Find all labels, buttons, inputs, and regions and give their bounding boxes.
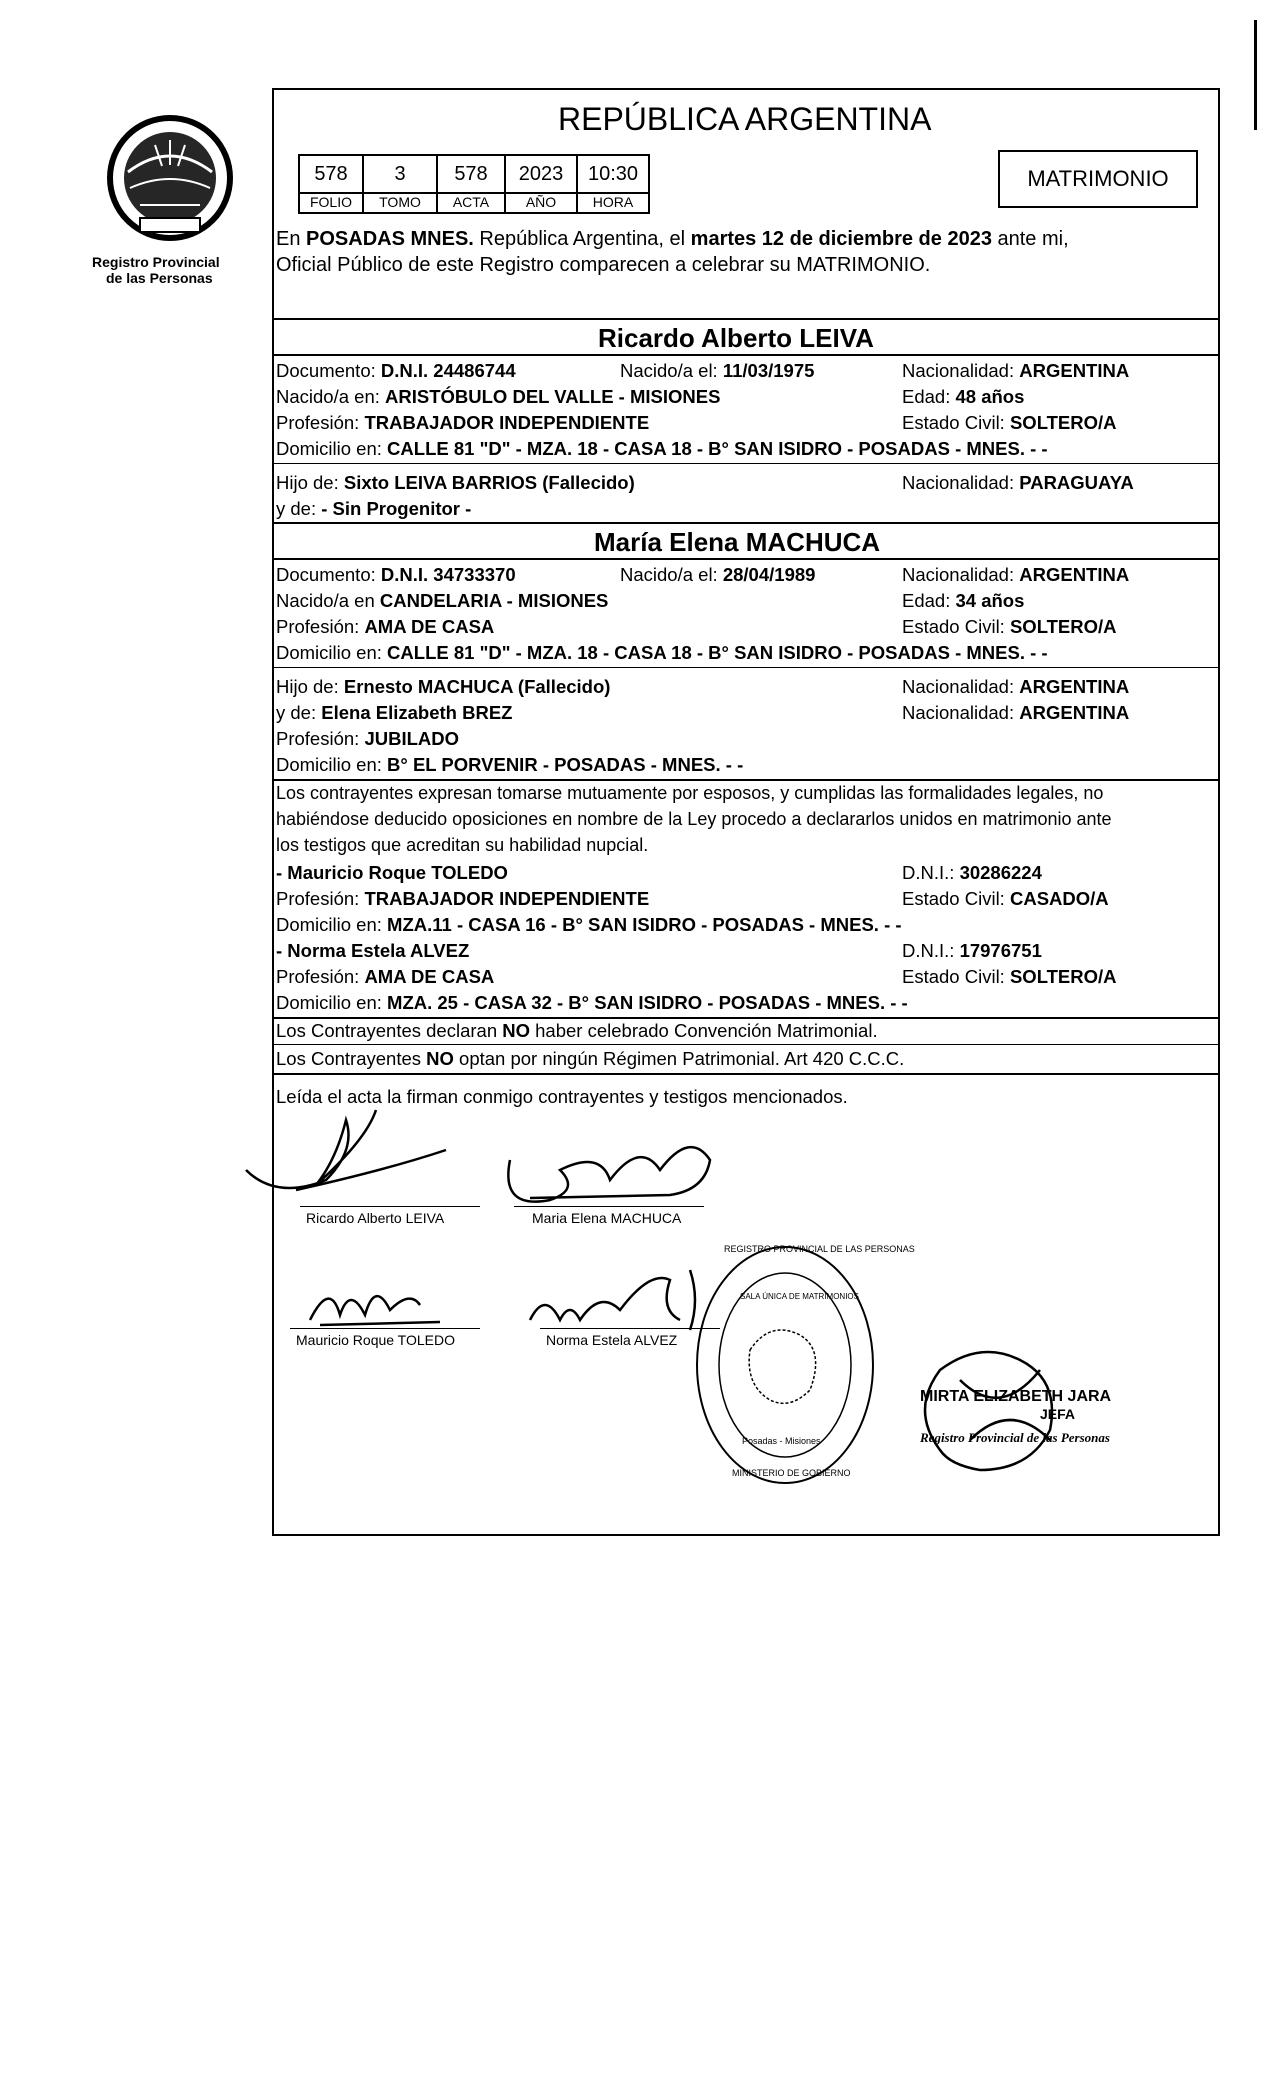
- spouse2-father-nat: Nacionalidad: ARGENTINA: [902, 676, 1130, 697]
- signature-name-4: Norma Estela ALVEZ: [546, 1332, 678, 1348]
- intro-place: POSADAS MNES.: [306, 228, 474, 250]
- cell-hora: [576, 154, 650, 214]
- spouse1-father: Hijo de: Sixto LEIVA BARRIOS (Fallecido): [276, 472, 635, 493]
- registry-logo: [100, 110, 240, 250]
- spouse1-civil: Estado Civil: SOLTERO/A: [902, 412, 1117, 433]
- official-org: Registro Provincial de las Personas: [920, 1430, 1110, 1445]
- stamp-city: Posadas - Misiones: [742, 1436, 821, 1446]
- spouse1-addr: Domicilio en: CALLE 81 "D" - MZA. 18 - CASA 18 - B° SAN ISIDRO - POSADAS - MNES. - -: [276, 438, 1048, 459]
- margin-mark: [1254, 20, 1257, 130]
- intro-line1: [276, 228, 1069, 250]
- spouse1-age: Edad: 48 años: [902, 386, 1025, 407]
- official-role: JEFA: [1040, 1406, 1076, 1422]
- acta-label: ACTA: [452, 194, 490, 210]
- stamp-text: REGISTRO PROVINCIAL DE LAS PERSONAS: [724, 1244, 915, 1254]
- witness1-prof: Profesión: TRABAJADOR INDEPENDIENTE: [276, 888, 650, 909]
- hora-label: HORA: [592, 194, 634, 210]
- provincial-seal-icon: [100, 110, 240, 250]
- official-stamp: [690, 1240, 915, 1490]
- intro-p3: ante mi,: [991, 228, 1069, 250]
- spouse2-addr: Domicilio en: CALLE 81 "D" - MZA. 18 - CASA 18 - B° SAN ISIDRO - POSADAS - MNES. - -: [276, 642, 1048, 663]
- spouse2-father: Hijo de: Ernesto MACHUCA (Fallecido): [276, 676, 611, 697]
- spouse1-mother: y de: - Sin Progenitor -: [276, 498, 472, 519]
- signature-spouse2-icon: [490, 1120, 730, 1220]
- spouse1-nat: Nacionalidad: ARGENTINA: [902, 360, 1130, 381]
- acta-value: 578: [438, 156, 504, 194]
- stamp-bottom: MINISTERIO DE GOBIERNO: [732, 1468, 851, 1478]
- doc-type-box: [998, 150, 1198, 208]
- tomo-label: TOMO: [379, 194, 421, 210]
- intro-p1: En: [276, 228, 307, 250]
- signature-spouse1-icon: [236, 1100, 476, 1210]
- signature-witness1-icon: [290, 1270, 470, 1340]
- spouse1-father-nat: Nacionalidad: PARAGUAYA: [902, 472, 1134, 493]
- declaration-line1: Los contrayentes expresan tomarse mutuamente por esposos, y cumplidas las formalidades legales, no: [276, 783, 1104, 803]
- divider-closing: [272, 1073, 1220, 1075]
- spouse2-civil: Estado Civil: SOLTERO/A: [902, 616, 1117, 637]
- spouse1-born-in: Nacido/a en: ARISTÓBULO DEL VALLE - MISIONES: [276, 386, 721, 407]
- cell-folio: [298, 154, 364, 214]
- spouse1-birth: Nacido/a el: 11/03/1975: [620, 360, 815, 381]
- witness1-addr: Domicilio en: MZA.11 - CASA 16 - B° SAN ISIDRO - POSADAS - MNES. - -: [276, 914, 902, 935]
- folio-label: FOLIO: [309, 194, 352, 210]
- regime-line1: Los Contrayentes declaran NO haber celebrado Convención Matrimonial.: [276, 1020, 878, 1041]
- country-title: REPÚBLICA ARGENTINA: [558, 101, 932, 137]
- folio-value: 578: [300, 156, 362, 194]
- witness2-addr: Domicilio en: MZA. 25 - CASA 32 - B° SAN ISIDRO - POSADAS - MNES. - -: [276, 992, 908, 1013]
- spouse1-prof: Profesión: TRABAJADOR INDEPENDIENTE: [276, 412, 650, 433]
- spouse2-mother-nat: Nacionalidad: ARGENTINA: [902, 702, 1130, 723]
- witness2-dni: D.N.I.: 17976751: [902, 940, 1042, 961]
- divider-spouse1-name: [272, 354, 1220, 356]
- divider-spouse2-parents: [272, 667, 1220, 668]
- anio-label: AÑO: [525, 194, 557, 210]
- spouse2-mother-addr: Domicilio en: B° EL PORVENIR - POSADAS - MNES. - -: [276, 754, 744, 775]
- declaration-line2: habiéndose deducido oposiciones en nombre de la Ley procedo a declararlos unidos en matrimonio ante: [276, 809, 1112, 829]
- divider-spouse1: [272, 318, 1220, 320]
- spouse1-name: Ricardo Alberto LEIVA: [598, 323, 874, 353]
- spouse2-nat: Nacionalidad: ARGENTINA: [902, 564, 1130, 585]
- anio-value: 2023: [506, 156, 576, 194]
- divider-spouse2-name: [272, 558, 1220, 560]
- official-name: MIRTA ELIZABETH JARA: [920, 1388, 1112, 1405]
- cell-tomo: [362, 154, 438, 214]
- witness2-name: - Norma Estela ALVEZ: [276, 940, 470, 961]
- spouse1-doc: Documento: D.N.I. 24486744: [276, 360, 516, 381]
- signature-line-1: [300, 1206, 480, 1207]
- cell-acta: [436, 154, 506, 214]
- cell-anio: [504, 154, 578, 214]
- witness2-prof: Profesión: AMA DE CASA: [276, 966, 495, 987]
- spouse2-mother-prof: Profesión: JUBILADO: [276, 728, 459, 749]
- signature-line-2: [514, 1206, 704, 1207]
- intro-p2: República Argentina, el: [473, 228, 691, 250]
- divider-spouse1-parents: [272, 463, 1220, 464]
- spouse2-mother: y de: Elena Elizabeth BREZ: [276, 702, 513, 723]
- closing-text: Leída el acta la firman conmigo contrayentes y testigos mencionados.: [276, 1086, 848, 1107]
- spouse2-birth: Nacido/a el: 28/04/1989: [620, 564, 816, 585]
- spouse2-doc: Documento: D.N.I. 34733370: [276, 564, 516, 585]
- signature-line-3: [290, 1328, 480, 1329]
- stamp-inner: SALA ÚNICA DE MATRIMONIOS: [740, 1292, 859, 1301]
- spouse2-age: Edad: 34 años: [902, 590, 1025, 611]
- divider-spouse2: [272, 522, 1220, 524]
- signature-name-1: Ricardo Alberto LEIVA: [306, 1210, 445, 1226]
- spouse2-born-in: Nacido/a en CANDELARIA - MISIONES: [276, 590, 609, 611]
- hora-value: 10:30: [578, 156, 648, 194]
- declaration-line3: los testigos que acreditan su habilidad nupcial.: [276, 835, 649, 855]
- divider-regime-mid: [272, 1044, 1220, 1045]
- intro-date: martes 12 de diciembre de 2023: [690, 228, 992, 250]
- regime-line2: Los Contrayentes NO optan por ningún Régimen Patrimonial. Art 420 C.C.C.: [276, 1048, 905, 1069]
- tomo-value: 3: [364, 156, 436, 194]
- divider-declaration: [272, 779, 1220, 781]
- signature-name-2: Maria Elena MACHUCA: [532, 1210, 682, 1226]
- registry-name-line1: Registro Provincial: [92, 254, 220, 270]
- oval-stamp-icon: [690, 1240, 880, 1490]
- signature-name-3: Mauricio Roque TOLEDO: [296, 1332, 455, 1348]
- registry-name-line2: de las Personas: [106, 270, 213, 286]
- witness2-civil: Estado Civil: SOLTERO/A: [902, 966, 1117, 987]
- witness1-civil: Estado Civil: CASADO/A: [902, 888, 1109, 909]
- doc-type-label: MATRIMONIO: [1027, 166, 1169, 191]
- witness1-dni: D.N.I.: 30286224: [902, 862, 1042, 883]
- spouse2-name: María Elena MACHUCA: [594, 527, 881, 557]
- witness1-name: - Mauricio Roque TOLEDO: [276, 862, 508, 883]
- intro-line2: Oficial Público de este Registro comparecen a celebrar su MATRIMONIO.: [276, 254, 931, 276]
- spouse2-prof: Profesión: AMA DE CASA: [276, 616, 495, 637]
- divider-regime: [272, 1017, 1220, 1019]
